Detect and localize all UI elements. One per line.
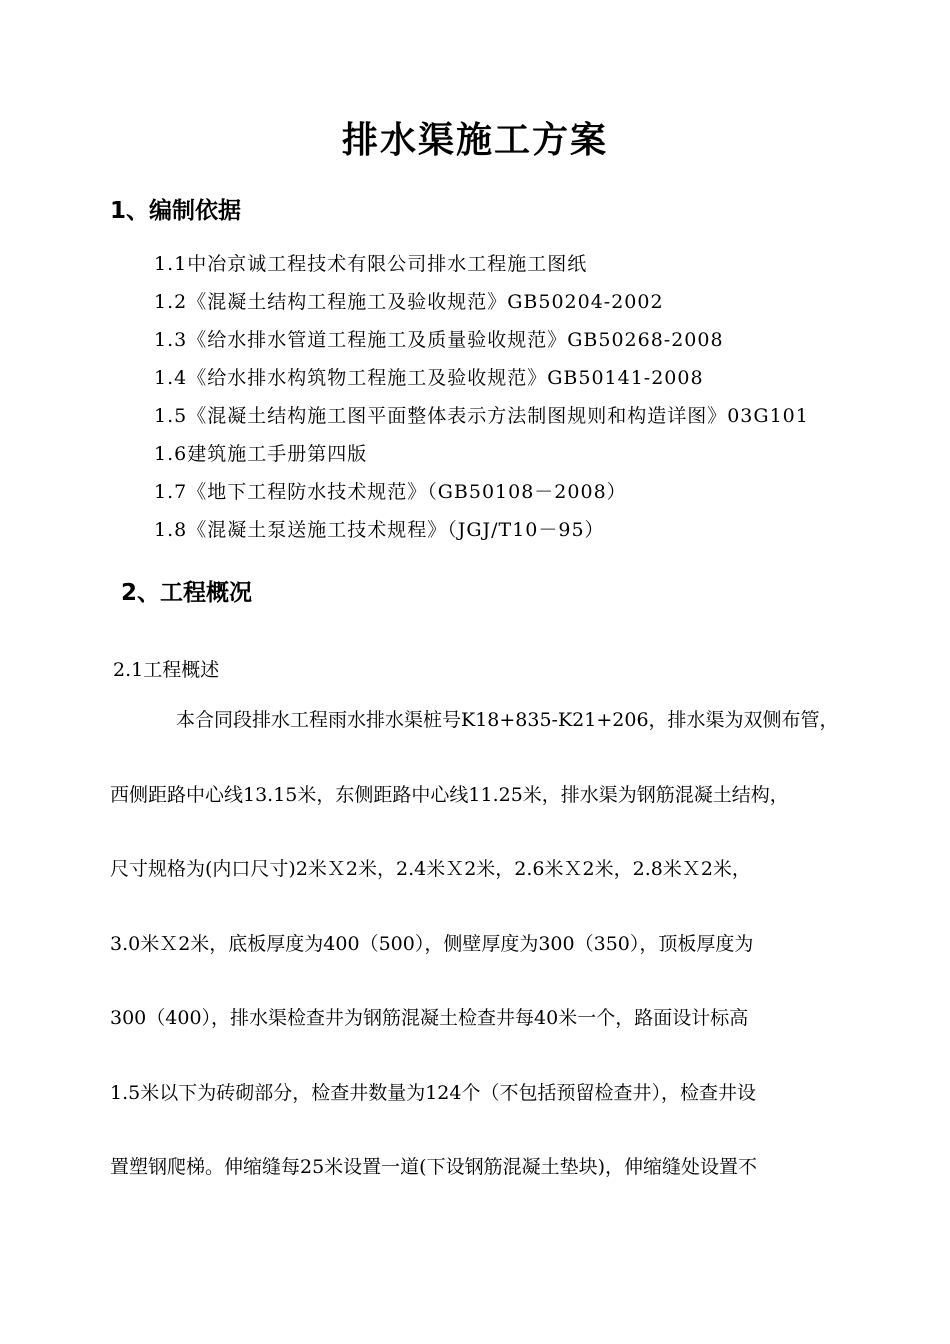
paragraph-line: 300（400），排水渠检查井为钢筋混凝土检查井每40米一个，路面设计标高 [110,1007,749,1029]
subsection-heading: 2.1工程概述 [113,659,220,681]
reference-item: 1.7《地下工程防水技术规范》（GB50108－2008） [154,481,627,503]
paragraph-line: 3.0米Ｘ2米，底板厚度为400（500），侧壁厚度为300（350），顶板厚度为 [110,932,754,955]
document-title: 排水渠施工方案 [341,120,608,161]
paragraph-line: 尺寸规格为(内口尺寸)2米Ｘ2米，2.4米Ｘ2米，2.6米Ｘ2米，2.8米Ｘ2米， [110,858,751,880]
reference-item: 1.4《给水排水构筑物工程施工及验收规范》GB50141-2008 [154,367,704,389]
reference-list [154,250,809,554]
reference-item: 1.3《给水排水管道工程施工及质量验收规范》GB50268-2008 [154,329,724,351]
overview-paragraph [110,704,900,1226]
section-1-heading: 1、编制依据 [110,198,242,224]
paragraph-line: 1.5米以下为砖砌部分，检查井数量为124个（不包括预留检查井），检查井设 [110,1081,756,1104]
reference-item: 1.5《混凝土结构施工图平面整体表示方法制图规则和构造详图》03G101 [154,405,809,427]
reference-item: 1.6建筑施工手册第四版 [154,443,368,465]
paragraph-line: 西侧距路中心线13.15米，东侧距路中心线11.25米，排水渠为钢筋混凝土结构， [110,783,789,806]
section-2-heading: 2、工程概况 [121,580,253,606]
paragraph-line: 置塑钢爬梯。伸缩缝每25米设置一道(下设钢筋混凝土垫块)，伸缩缝处设置不 [110,1156,758,1178]
reference-item: 1.8《混凝土泵送施工技术规程》（JGJ/T10－95） [154,519,605,541]
paragraph-line: 本合同段排水工程雨水排水渠桩号K18+835-K21+206，排水渠为双侧布管， [176,709,839,731]
reference-item: 1.1中冶京诚工程技术有限公司排水工程施工图纸 [154,253,588,275]
reference-item: 1.2《混凝土结构工程施工及验收规范》GB50204-2002 [154,291,664,313]
